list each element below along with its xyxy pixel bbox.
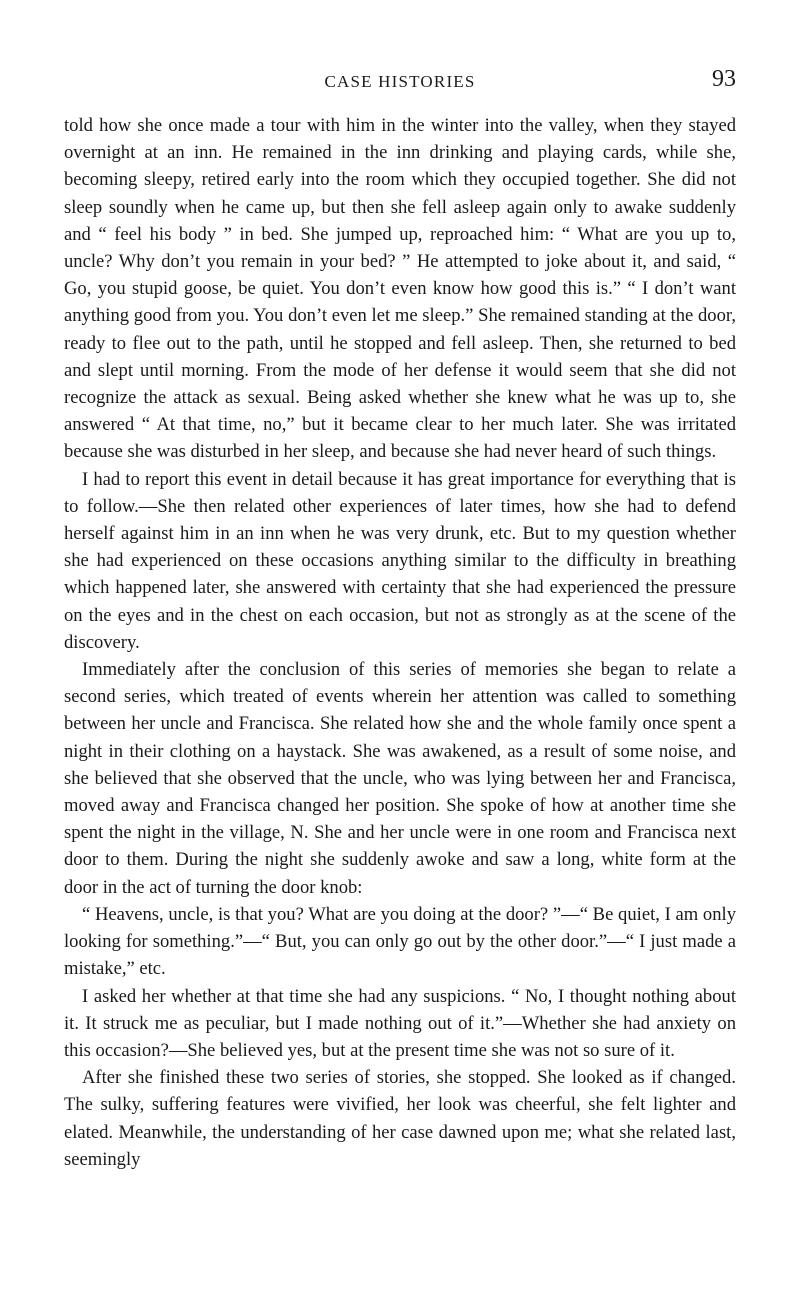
page-header <box>64 66 736 98</box>
paragraph: I asked her whether at that time she had any suspicions. “ No, I thought nothing about it. It struck me as peculiar, but I made nothing out of it.”—Whether she had anxiety on this occasion?—She believed yes, but at the present time she was not so sure of it. <box>64 985 736 1061</box>
paragraph: told how she once made a tour with him in the winter into the valley, when they stayed overnight at an inn. He remained in the inn drinking and playing cards, while she, becoming sleepy, retired early into the room which they occupied together. She did not sleep soundly when he came up, but then she fell asleep again only to awake suddenly and “ feel his body ” in bed. She jumped up, reproached him: “ What are you up to, uncle? Why don’t you remain in your bed? ” He attempted to joke about it, and said, “ Go, you stupid goose, be quiet. You don’t even know how good this is.” “ I don’t want anything good from you. You don’t even let me sleep.” She remained standing at the door, ready to flee out to the path, until he stopped and fell asleep. Then, she returned to bed and slept until morning. From the mode of her defense it would seem that she did not recognize the attack as sexual. Being asked whether she knew what he was up to, she answered “ At that time, no,” but it became clear to her much later. She was irritated because she was disturbed in her sleep, and because she had never heard of such things. <box>64 115 736 463</box>
running-head: CASE HISTORIES <box>324 72 476 91</box>
page-number: 93 <box>712 66 736 92</box>
book-page <box>64 66 736 1173</box>
paragraph: Immediately after the conclusion of this series of memories she began to relate a second series, which treated of events wherein her attention was called to something between her uncle and Francisca. She related how she and the whole family once spent a night in their clothing on a haystack. She was awakened, as a result of some noise, and she believed that she observed that the uncle, who was lying between her and Francisca, moved away and Francisca changed her position. She spoke of how at another time she spent the night in the village, N. She and her uncle were in one room and Francisca next door to them. During the night she suddenly awoke and saw a long, white form at the door in the act of turning the door knob: <box>64 659 736 898</box>
paragraph: I had to report this event in detail because it has great importance for everything that is to follow.—She then related other experiences of later times, how she had to defend herself against him in an inn when he was very drunk, etc. But to my question whether she had experienced on these occasions anything similar to the difficulty in breathing which happened later, she answered with certainty that she had experienced the pressure on the eyes and in the chest on each occasion, but not as strongly as at the scene of the discovery. <box>64 468 736 653</box>
paragraph: “ Heavens, uncle, is that you? What are you doing at the door? ”—“ Be quiet, I am only looking for something.”—“ But, you can only go out by the other door.”—“ I just made a mistake,” etc. <box>64 903 736 980</box>
body-text <box>64 112 736 1173</box>
paragraph: After she finished these two series of stories, she stopped. She looked as if changed. The sulky, suffering features were vivified, her look was cheerful, she felt lighter and elated. Meanwhile, the understanding of her case dawned upon me; what she related last, seemingly <box>64 1067 736 1170</box>
